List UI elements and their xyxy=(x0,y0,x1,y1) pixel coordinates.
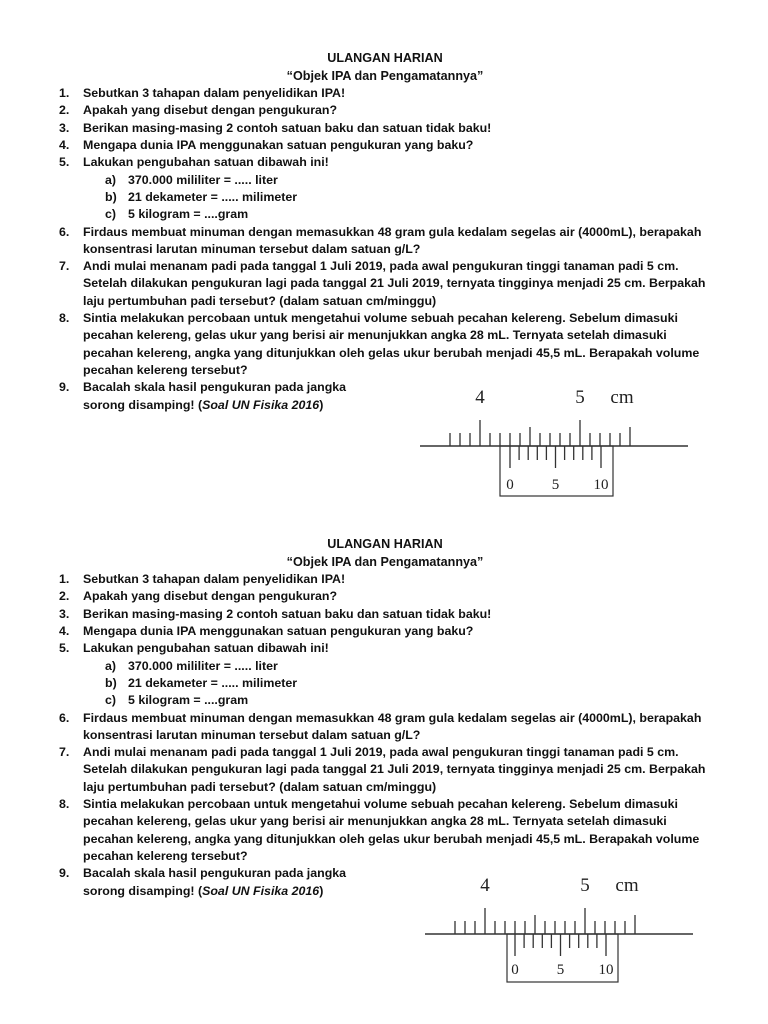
question-list xyxy=(0,571,768,657)
question-text: Bacalah skala hasil pengukuran pada jangka sorong disamping! ( xyxy=(83,866,347,898)
vernier-scale-label: 10 xyxy=(598,962,614,978)
question-5: 5. Lakukan pengubahan satuan dibawah ini! xyxy=(59,155,329,170)
conversion-a: a) 370.000 mililiter = ..... liter xyxy=(105,658,278,673)
vernier-scale-label: 5 xyxy=(551,477,560,493)
question-7: 7. Andi mulai menanam padi pada tanggal 1 Juli 2019, pada awal pengukuran tinggi tanaman padi 5 cm. Setelah dilakukan pengukuran lagi pada tanggal 21 Juli 2019, ternyata tingginya menjadi 25 cm. Berpakah laju pertumbuhan padi tersebut? (dalam satuan cm/minggu) xyxy=(59,745,706,794)
exam-copy-1 xyxy=(0,50,768,414)
conversion-b: b) 21 dekameter = ..... milimeter xyxy=(105,189,298,204)
vernier-scale-label: 0 xyxy=(506,477,514,493)
main-scale-label: 5 xyxy=(575,387,585,408)
question-2: 2. Apakah yang disebut dengan pengukuran? xyxy=(59,103,338,118)
question-3: 3. Berikan masing-masing 2 contoh satuan baku dan satuan tidak baku! xyxy=(59,120,492,135)
question-text: Sintia melakukan percobaan untuk mengetahui volume sebuah pecahan kelereng. Sebelum dimasuki pecahan kelereng, gelas ukur yang berisi air menunjukkan angka 28 mL. Ternyata setelah dimasuki pecahan kelereng, angka yang ditunjukkan oleh gelas ukur berubah menjadi 45,5 mL. Berapakah volume pecahan kelereng tersebut? xyxy=(83,311,700,377)
question-2: 2. Apakah yang disebut dengan pengukuran? xyxy=(59,589,338,604)
vernier-scale-label: 10 xyxy=(593,477,609,493)
question-4: 4. Mengapa dunia IPA menggunakan satuan pengukuran yang baku? xyxy=(59,138,474,153)
main-scale-label: 4 xyxy=(475,387,485,408)
scale-unit-label: cm xyxy=(615,875,639,896)
conversion-list xyxy=(0,658,768,710)
question-text: Lakukan pengubahan satuan dibawah ini! xyxy=(83,155,329,170)
question-3: 3. Berikan masing-masing 2 contoh satuan baku dan satuan tidak baku! xyxy=(59,606,492,621)
conversion-list xyxy=(0,172,768,224)
question-4: 4. Mengapa dunia IPA menggunakan satuan pengukuran yang baku? xyxy=(59,624,474,639)
question-text: Berikan masing-masing 2 contoh satuan baku dan satuan tidak baku! xyxy=(83,606,492,621)
question-6: 6. Firdaus membuat minuman dengan memasukkan 48 gram gula kedalam segelas air (4000mL), berapakah konsentrasi larutan minuman tersebut dalam satuan g/L? xyxy=(59,224,702,256)
question-source: Soal UN Fisika 2016 xyxy=(202,397,320,412)
exam-heading: ULANGAN HARIAN xyxy=(327,537,443,551)
vernier-caliper-figure xyxy=(420,378,690,500)
question-1: 1. Sebutkan 3 tahapan dalam penyelidikan IPA! xyxy=(59,86,346,101)
question-source: Soal UN Fisika 2016 xyxy=(202,883,320,898)
question-text: Firdaus membuat minuman dengan memasukkan 48 gram gula kedalam segelas air (4000mL), berapakah konsentrasi larutan minuman tersebut dalam satuan g/L? xyxy=(83,710,702,742)
question-text: Firdaus membuat minuman dengan memasukkan 48 gram gula kedalam segelas air (4000mL), berapakah konsentrasi larutan minuman tersebut dalam satuan g/L? xyxy=(83,224,702,256)
question-text: Mengapa dunia IPA menggunakan satuan pengukuran yang baku? xyxy=(83,138,474,153)
exam-copy-2 xyxy=(0,536,768,900)
question-text: Apakah yang disebut dengan pengukuran? xyxy=(83,103,338,118)
vernier-scale-label: 0 xyxy=(511,962,519,978)
main-scale-label: 4 xyxy=(480,875,490,896)
conversion-c: c) 5 kilogram = ....gram xyxy=(105,693,249,708)
exam-heading: ULANGAN HARIAN xyxy=(327,51,443,65)
conversion-c: c) 5 kilogram = ....gram xyxy=(105,207,249,222)
question-text: Sebutkan 3 tahapan dalam penyelidikan IPA! xyxy=(83,572,346,587)
question-9: 9. Bacalah skala hasil pengukuran pada jangka sorong disamping! (Soal UN Fisika 2016) xyxy=(59,380,347,412)
question-text: Andi mulai menanam padi pada tanggal 1 Juli 2019, pada awal pengukuran tinggi tanaman padi 5 cm. Setelah dilakukan pengukuran lagi pada tanggal 21 Juli 2019, ternyata tingginya menjadi 25 cm. Berpakah laju pertumbuhan padi tersebut? (dalam satuan cm/minggu) xyxy=(83,259,706,308)
question-text: Bacalah skala hasil pengukuran pada jangka sorong disamping! ( xyxy=(83,380,347,412)
vernier-scale-label: 5 xyxy=(556,962,565,978)
exam-subtitle: “Objek IPA dan Pengamatannya” xyxy=(286,68,484,83)
question-8: 8. Sintia melakukan percobaan untuk mengetahui volume sebuah pecahan kelereng. Sebelum dimasuki pecahan kelereng, gelas ukur yang berisi air menunjukkan angka 28 mL. Ternyata setelah dimasuki pecahan kelereng, angka yang ditunjukkan oleh gelas ukur berubah menjadi 45,5 mL. Berapakah volume pecahan kelereng tersebut? xyxy=(59,311,700,377)
vernier-caliper-diagram xyxy=(420,378,690,500)
question-1: 1. Sebutkan 3 tahapan dalam penyelidikan IPA! xyxy=(59,572,346,587)
conversion-a: a) 370.000 mililiter = ..... liter xyxy=(105,172,278,187)
question-6: 6. Firdaus membuat minuman dengan memasukkan 48 gram gula kedalam segelas air (4000mL), berapakah konsentrasi larutan minuman tersebut dalam satuan g/L? xyxy=(59,710,702,742)
question-text: Apakah yang disebut dengan pengukuran? xyxy=(83,589,338,604)
question-8: 8. Sintia melakukan percobaan untuk mengetahui volume sebuah pecahan kelereng. Sebelum dimasuki pecahan kelereng, gelas ukur yang berisi air menunjukkan angka 28 mL. Ternyata setelah dimasuki pecahan kelereng, angka yang ditunjukkan oleh gelas ukur berubah menjadi 45,5 mL. Berapakah volume pecahan kelereng tersebut? xyxy=(59,797,700,863)
question-text: Mengapa dunia IPA menggunakan satuan pengukuran yang baku? xyxy=(83,624,474,639)
vernier-caliper-figure xyxy=(425,864,695,988)
question-9: 9. Bacalah skala hasil pengukuran pada jangka sorong disamping! (Soal UN Fisika 2016) xyxy=(59,866,347,898)
question-text: Andi mulai menanam padi pada tanggal 1 Juli 2019, pada awal pengukuran tinggi tanaman padi 5 cm. Setelah dilakukan pengukuran lagi pada tanggal 21 Juli 2019, ternyata tingginya menjadi 25 cm. Berpakah laju pertumbuhan padi tersebut? (dalam satuan cm/minggu) xyxy=(83,745,706,794)
question-text: Lakukan pengubahan satuan dibawah ini! xyxy=(83,641,329,656)
conversion-b: b) 21 dekameter = ..... milimeter xyxy=(105,675,298,690)
main-scale-label: 5 xyxy=(580,875,590,896)
vernier-caliper-diagram xyxy=(425,864,695,988)
question-5: 5. Lakukan pengubahan satuan dibawah ini! xyxy=(59,641,329,656)
scale-unit-label: cm xyxy=(610,387,634,408)
exam-subtitle: “Objek IPA dan Pengamatannya” xyxy=(286,554,484,569)
question-text: Sebutkan 3 tahapan dalam penyelidikan IPA! xyxy=(83,86,346,101)
question-7: 7. Andi mulai menanam padi pada tanggal 1 Juli 2019, pada awal pengukuran tinggi tanaman padi 5 cm. Setelah dilakukan pengukuran lagi pada tanggal 21 Juli 2019, ternyata tingginya menjadi 25 cm. Berpakah laju pertumbuhan padi tersebut? (dalam satuan cm/minggu) xyxy=(59,259,706,308)
question-list xyxy=(0,85,768,171)
question-text: Berikan masing-masing 2 contoh satuan baku dan satuan tidak baku! xyxy=(83,120,492,135)
question-text: Sintia melakukan percobaan untuk mengetahui volume sebuah pecahan kelereng. Sebelum dimasuki pecahan kelereng, gelas ukur yang berisi air menunjukkan angka 28 mL. Ternyata setelah dimasuki pecahan kelereng, angka yang ditunjukkan oleh gelas ukur berubah menjadi 45,5 mL. Berapakah volume pecahan kelereng tersebut? xyxy=(83,797,700,863)
